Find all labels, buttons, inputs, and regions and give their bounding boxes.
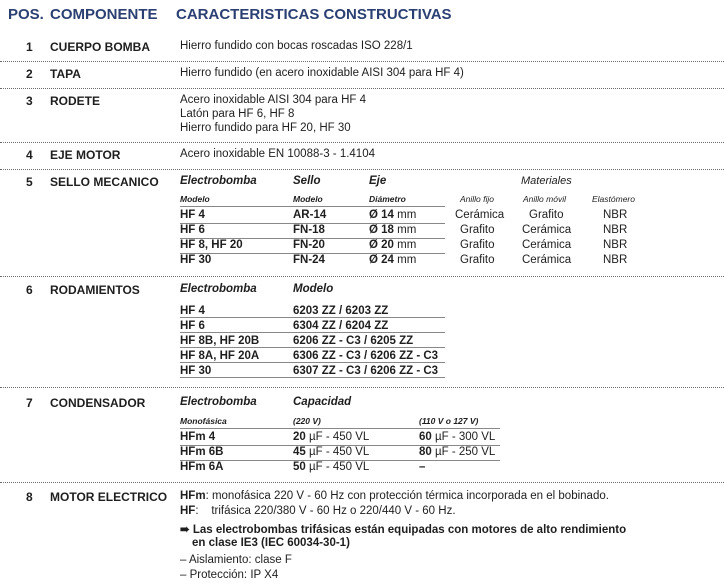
separator: [0, 276, 724, 277]
seal-elastomero: NBR: [603, 224, 628, 236]
row-5-pos: 5: [26, 175, 33, 189]
seal-anillo-movil: Grafito: [529, 209, 564, 221]
seal-subheader-rule: [180, 206, 445, 207]
motor-hfm-line: HFm: monofásica 220 V - 60 Hz con protección térmica incorporada en el bobinado.: [180, 490, 609, 502]
bearing-code: 6307 ZZ - C3 / 6206 ZZ - C3: [293, 365, 439, 377]
separator: [0, 169, 724, 170]
row-7-component: CONDENSADOR: [50, 396, 146, 410]
row-6-pos: 6: [26, 283, 33, 297]
row-3-line-1: Acero inoxidable AISI 304 para HF 4: [180, 94, 367, 106]
row-3-pos: 3: [26, 94, 33, 108]
motor-proteccion: – Protección: IP X4: [180, 569, 279, 581]
bearing-model: HF 8A, HF 20A: [180, 350, 260, 362]
seal-sub-modelo: Modelo: [180, 194, 210, 204]
separator: [0, 88, 724, 89]
seal-elastomero: NBR: [603, 209, 628, 221]
row-1-pos: 1: [26, 40, 33, 54]
bearing-model: HF 8B, HF 20B: [180, 335, 260, 347]
seal-diameter: Ø 14 mm: [369, 209, 417, 221]
seal-code: FN-24: [293, 254, 325, 266]
capacitor-110v-value: 60 µF - 300 VL: [419, 431, 496, 443]
separator: [0, 61, 724, 62]
capacitor-220v-value: 45 µF - 450 VL: [293, 446, 370, 458]
seal-model: HF 6: [180, 224, 205, 236]
bearing-header-modelo: Modelo: [293, 283, 334, 295]
seal-code: FN-18: [293, 224, 325, 236]
bearing-model: HF 4: [180, 305, 205, 317]
seal-sub-anillo-fijo: Anillo fijo: [460, 194, 495, 204]
seal-diameter: Ø 20 mm: [369, 239, 417, 251]
seal-elastomero: NBR: [603, 254, 628, 266]
bearing-model: HF 30: [180, 365, 212, 377]
bearing-header-electrobomba: Electrobomba: [180, 283, 257, 295]
bearing-code: 6203 ZZ / 6203 ZZ: [293, 305, 389, 317]
row-4-pos: 4: [26, 148, 33, 162]
motor-note-line-2: en clase IE3 (IEC 60034-30-1): [192, 537, 350, 549]
seal-anillo-fijo: Grafito: [460, 239, 495, 251]
seal-sub-elastomero: Elastómero: [592, 194, 635, 204]
capacitor-110v-value: 80 µF - 250 VL: [419, 446, 496, 458]
seal-code: AR-14: [293, 209, 327, 221]
seal-anillo-movil: Cerámica: [522, 254, 572, 266]
bearing-row-rule: [180, 332, 445, 333]
row-1-component: CUERPO BOMBA: [50, 40, 151, 54]
row-5-component: SELLO MECANICO: [50, 175, 159, 189]
seal-header-eje: Eje: [369, 175, 387, 187]
seal-anillo-movil: Cerámica: [522, 224, 572, 236]
capacitor-220v-value: 50 µF - 450 VL: [293, 461, 370, 473]
row-2-component: TAPA: [50, 67, 81, 81]
row-6-component: RODAMIENTOS: [50, 283, 140, 297]
capacitor-sub-monofasica: Monofásica: [180, 416, 227, 426]
arrow-icon: ➠: [180, 524, 190, 536]
capacitor-sub-110v: (110 V o 127 V): [419, 416, 479, 426]
capacitor-110v-value: –: [419, 461, 426, 473]
seal-model: HF 4: [180, 209, 205, 221]
seal-diameter: Ø 18 mm: [369, 224, 417, 236]
row-2-description: Hierro fundido (en acero inoxidable AISI 304 para HF 4): [180, 67, 464, 79]
separator: [0, 142, 724, 143]
seal-sub-diametro: Diámetro: [369, 194, 406, 204]
seal-model: HF 8, HF 20: [180, 239, 243, 251]
bearing-subheader-rule: [180, 317, 445, 318]
motor-aislamiento: – Aislamiento: clase F: [180, 554, 292, 566]
motor-note-line-1: ➠ Las electrobombas trifásicas están equipadas con motores de alto rendimiento: [180, 524, 627, 536]
seal-anillo-fijo: Cerámica: [455, 209, 505, 221]
capacitor-model: HFm 6A: [180, 461, 224, 473]
seal-code: FN-20: [293, 239, 325, 251]
bearing-row-rule: [180, 347, 445, 348]
seal-header-electrobomba: Electrobomba: [180, 175, 257, 187]
seal-anillo-movil: Cerámica: [522, 239, 572, 251]
capacitor-model: HFm 6B: [180, 446, 224, 458]
row-7-pos: 7: [26, 396, 33, 410]
capacitor-220v-value: 20 µF - 450 VL: [293, 431, 370, 443]
bearing-code: 6306 ZZ - C3 / 6206 ZZ - C3: [293, 350, 439, 362]
header-caracteristicas: CARACTERISTICAS CONSTRUCTIVAS: [176, 6, 452, 23]
row-2-pos: 2: [26, 67, 33, 81]
header-pos: POS.: [8, 6, 44, 23]
capacitor-header-electrobomba: Electrobomba: [180, 396, 257, 408]
bearing-code: 6206 ZZ - C3 / 6205 ZZ: [293, 335, 414, 347]
seal-anillo-fijo: Grafito: [460, 224, 495, 236]
row-8-component: MOTOR ELECTRICO: [50, 490, 168, 504]
row-3-component: RODETE: [50, 94, 101, 108]
bearing-code: 6304 ZZ / 6204 ZZ: [293, 320, 389, 332]
capacitor-model: HFm 4: [180, 431, 216, 443]
row-3-line-2: Latón para HF 6, HF 8: [180, 108, 295, 120]
row-4-description: Acero inoxidable EN 10088-3 - 1.4104: [180, 148, 375, 160]
bearing-row-rule: [180, 362, 445, 363]
bearing-model: HF 6: [180, 320, 205, 332]
header-componente: COMPONENTE: [50, 6, 158, 23]
bearing-row-rule: [180, 377, 445, 378]
seal-sub-anillo-movil: Anillo móvil: [523, 194, 566, 204]
motor-hf-line: HF: trifásica 220/380 V - 60 Hz o 220/440 V - 60 Hz.: [180, 505, 456, 517]
capacitor-sub-220v: (220 V): [293, 416, 321, 426]
capacitor-subheader-rule: [180, 428, 500, 429]
capacitor-header-capacidad: Capacidad: [293, 396, 352, 408]
seal-elastomero: NBR: [603, 239, 628, 251]
row-3-line-3: Hierro fundido para HF 20, HF 30: [180, 122, 351, 134]
seal-diameter: Ø 24 mm: [369, 254, 417, 266]
separator: [0, 387, 724, 388]
seal-sub-modelo-sello: Modelo: [293, 194, 323, 204]
row-1-description: Hierro fundido con bocas roscadas ISO 228/1: [180, 40, 413, 52]
separator: [0, 482, 724, 483]
seal-header-materiales: Materiales: [521, 175, 572, 187]
seal-anillo-fijo: Grafito: [460, 254, 495, 266]
row-8-pos: 8: [26, 490, 33, 504]
seal-model: HF 30: [180, 254, 212, 266]
seal-header-sello: Sello: [293, 175, 321, 187]
row-4-component: EJE MOTOR: [50, 148, 121, 162]
